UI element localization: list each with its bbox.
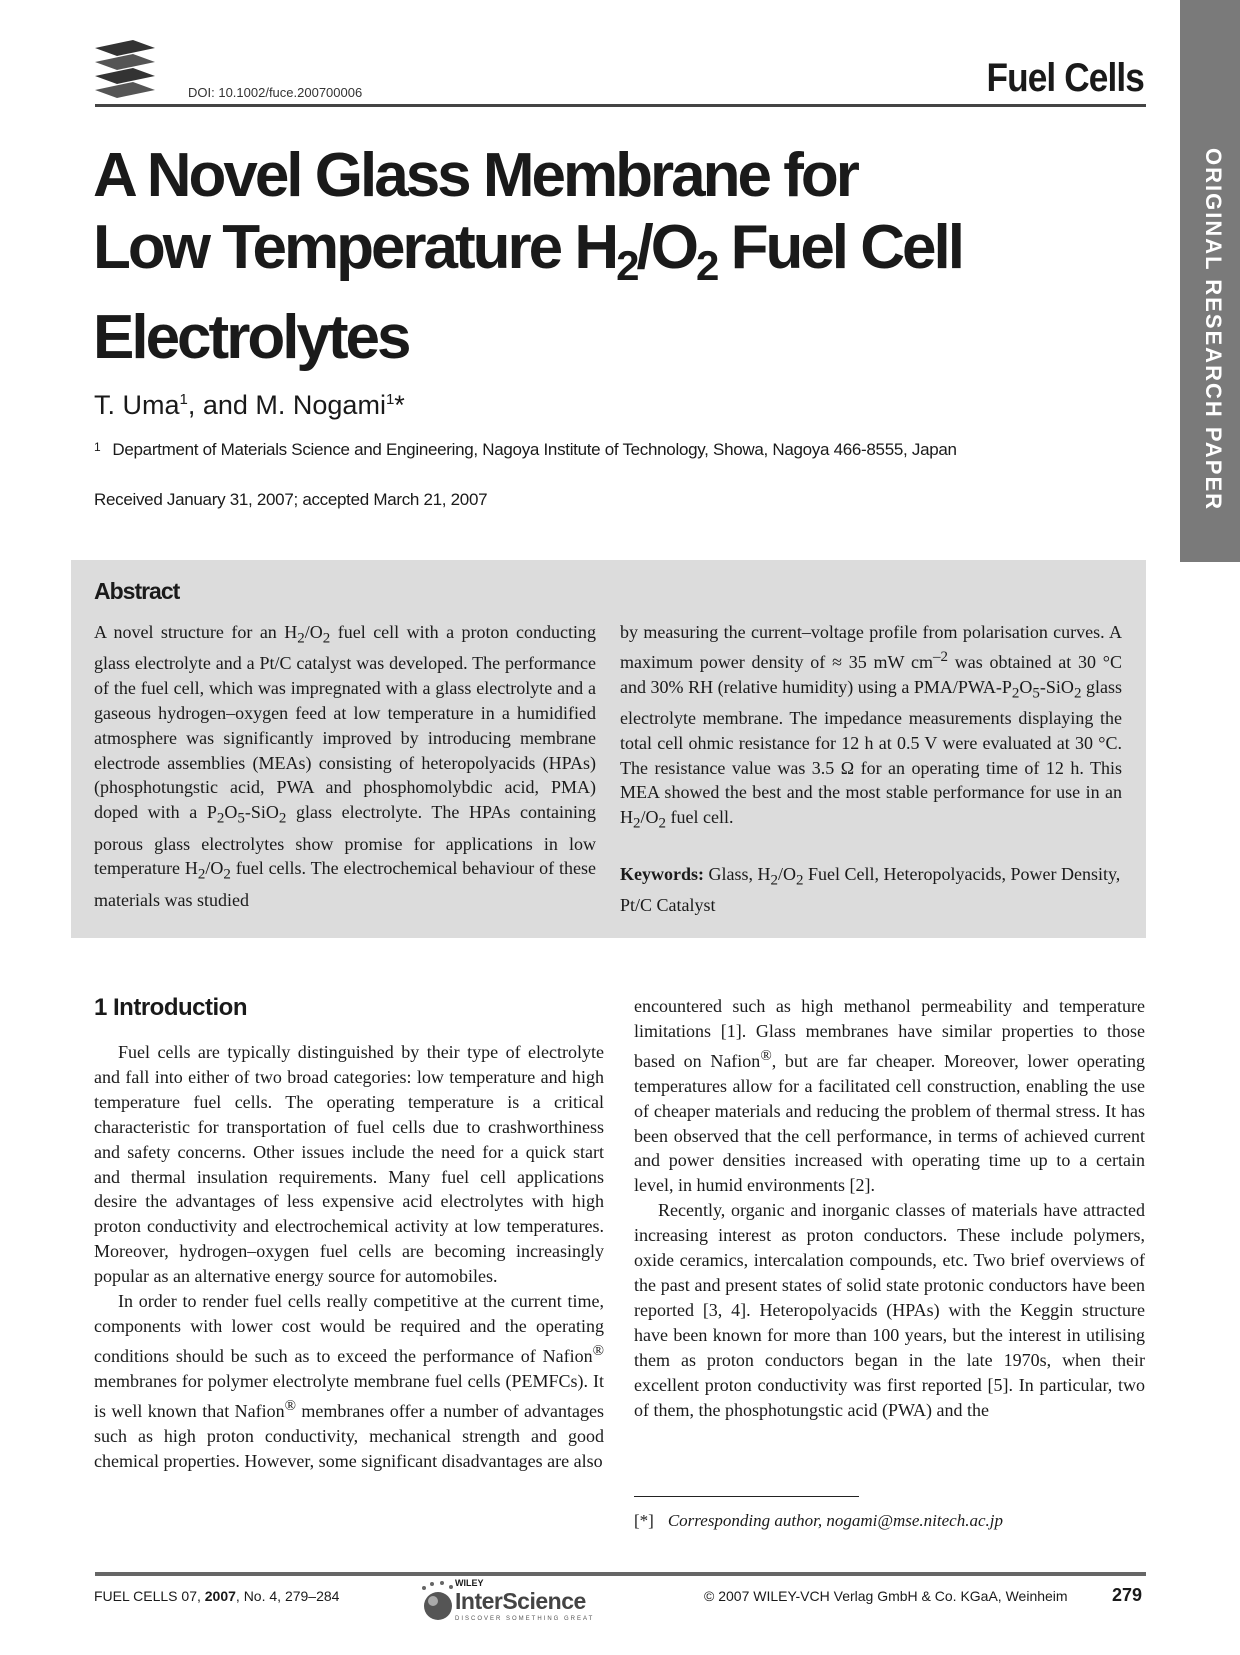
page-number: 279 (1112, 1585, 1143, 1605)
section-tab-label: ORIGINAL RESEARCH PAPER (1201, 148, 1226, 512)
intro-paragraph-3: encountered such as high methanol permeability and temperature limitations [1]. Glass membranes have similar properties to those based on Nafion®, but are far cheaper. Moreover, lower operating temperatures allow for a facilitated cell construction, enabling the use of cheaper materials and reducing the problem of thermal stress. It has been observed that the cell performance, in terms of achieved current and power densities increased with operating time up to a certain level, in humid environments [2]. (634, 996, 1146, 1196)
publisher-wiley: WILEY (455, 1578, 484, 1588)
title-line-2: Low Temperature $H_2/O_2$ Fuel Cell (93, 213, 962, 289)
journal-name: Fuel Cells (986, 56, 1144, 100)
affiliation: $^1$ Department of Materials Science and Engineering, Nagoya Institute of Technology, Showa, Nagoya 466-8555, Japan (94, 440, 957, 459)
doi: DOI: 10.1002/fuce.200700006 (188, 85, 363, 100)
keywords: Keywords: Glass, $H_2/O_2$ Fuel Cell, Heteropolyacids, Power Density, Pt/C Catalyst (620, 863, 1121, 915)
abstract-text-right: by measuring the current–voltage profile from polarisation curves. A maximum power density of ≈ 35 mW $cm^{-2}$ was obtained at 30 °C and 30% RH (relative humidity) using a PMA/$PWA-P_2O_5-SiO_2$ glass electrolyte membrane. The impedance measurements displaying the total cell ohmic resistance for 12 h at 0.5 V were evaluated at 30 °C. The resistance value was 3.5 Ω for an operating time of 12 h. This MEA showed the best and the most stable performance for use in an $H_2/O_2$ fuel cell. (620, 622, 1123, 832)
title-line-1: A Novel Glass Membrane for (93, 141, 857, 210)
publisher-tagline: DISCOVER SOMETHING GREAT (455, 1616, 595, 1622)
footnote-rule (634, 1496, 859, 1497)
intro-paragraph-2: In order to render fuel cells really competitive at the current time, components with lower cost would be required and the operating conditions should be such as to exceed the performance of Nafion® membranes for polymer electrolyte membrane fuel cells (PEMFCs). It is well known that Nafion® membranes offer a number of advantages such as high proton conductivity, mechanical strength and good chemical properties. However, some significant disadvantages are also (94, 1291, 604, 1471)
copyright: © 2007 WILEY-VCH Verlag GmbH & Co. KGaA, Weinheim (704, 1588, 1068, 1604)
author-list: T. Uma$^1$, and M. Nogami$^1$* (94, 390, 405, 420)
received-dates: Received January 31, 2007; accepted March 21, 2007 (94, 490, 488, 509)
intro-paragraph-4: Recently, organic and inorganic classes of materials have attracted increasing interest as proton conductors. These include polymers, oxide ceramics, intercalation compounds, etc. Two brief overviews of the past and present states of solid state protonic conductors have been reported [3, 4]. Heteropolyacids (HPAs) with the Keggin structure have been known for more than 100 years, but the interest in utilising them as proton conductors began in the late 1970s, when their excellent proton conductivity was first reported [5]. In particular, two of them, the phosphotungstic acid (PWA) and the (634, 1200, 1145, 1420)
section-heading-introduction: 1 Introduction (94, 994, 247, 1021)
body-column-left (94, 1040, 604, 1473)
publisher-name: InterScience (455, 1588, 586, 1614)
journal-logo-icon (95, 38, 155, 100)
abstract-text-left: A novel structure for an $H_2/O_2$ fuel cell with a proton conducting glass electrolyte and a Pt/C catalyst was developed. The performance of the fuel cell, which was impregnated with a glass electrolyte and a gaseous hydrogen–oxygen feed at low temperature in a humidified atmosphere was significantly improved by introducing membrane electrode assemblies (MEAs) consisting of heteropolyacids (HPAs) (phosphotungstic acid, PWA and phosphomolybdic acid, PMA) doped with a $P_2O_5-SiO_2$ glass electrolyte. The HPAs containing porous glass electrolytes show promise for applications in low temperature $H_2/O_2$ fuel cells. The electrochemical behaviour of these materials was studied (94, 622, 596, 910)
footnote: [*] Corresponding author, nogami@mse.nitech.ac.jp (634, 1511, 1003, 1530)
citation: FUEL CELLS 07, 2007, No. 4, 279–284 (94, 1588, 340, 1604)
abstract-heading: Abstract (94, 578, 180, 604)
footer-rule (95, 1572, 1146, 1576)
body-column-right (634, 994, 1145, 1422)
corresponding-author: Corresponding author, nogami@mse.nitech.ac.jp (667, 1511, 1003, 1530)
intro-paragraph-1: Fuel cells are typically distinguished by their type of electrolyte and fall into either of two broad categories: low temperature and high temperature fuel cells. The operating temperature is a critical characteristic for transportation of fuel cells due to crashworthiness and safety concerns. Other issues include the need for a quick start and thermal insulation requirements. Many fuel cell applications desire the advantages of less expensive acid electrolytes with high proton conductivity and electrochemical activity at low temperatures. Moreover, hydrogen–oxygen fuel cells are becoming increasingly popular as an alternative energy source for automobiles. (94, 1042, 604, 1287)
header-rule (95, 104, 1146, 107)
abstract-column-right (620, 620, 1122, 918)
title-line-3: Electrolytes (93, 303, 409, 372)
section-tab (1180, 0, 1240, 562)
abstract-column-left (94, 620, 596, 913)
article-title (93, 140, 1093, 374)
